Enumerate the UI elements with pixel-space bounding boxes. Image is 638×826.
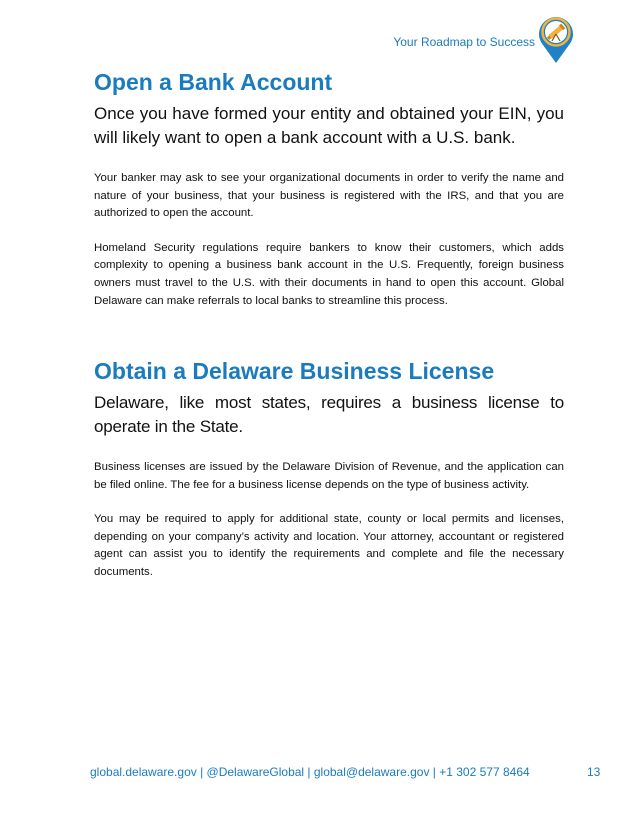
section-title: Obtain a Delaware Business License <box>94 358 495 384</box>
section-lead: Once you have formed your entity and obtained your EIN, you will likely want to open a bank account with a U.S. bank. <box>94 104 564 147</box>
section-title: Open a Bank Account <box>94 69 333 95</box>
body-paragraph: Your banker may ask to see your organizational documents in order to verify the name and nature of your business, that your business is registered with the IRS, and that you are authorized to open the account. <box>94 172 564 220</box>
body-paragraph: Business licenses are issued by the Delaware Division of Revenue, and the application can be filed online. The fee for a business license depends on the type of business activity. <box>94 461 564 491</box>
page-number: 13 <box>587 765 601 779</box>
section-open-bank-account <box>94 69 564 310</box>
header-tagline: Your Roadmap to Success <box>393 35 535 49</box>
body-paragraph: Homeland Security regulations require bankers to know their customers, which adds complexity to opening a business bank account in the U.S. Frequently, foreign business owners must travel to the U.S. with their documents in hand to open this account. Global Delaware can make referrals to local banks to streamline this process. <box>94 241 564 307</box>
body-paragraph: You may be required to apply for additional state, county or local permits and licenses, depending on your company’s activity and location. Your attorney, accountant or registered agent can assist you to identify the requirements and complete and file the necessary documents. <box>94 513 564 578</box>
footer-contact-line: global.delaware.gov | @DelawareGlobal | global@delaware.gov | +1 302 577 8464 <box>90 765 530 779</box>
section-lead: Delaware, like most states, requires a business license to operate in the State. <box>94 393 564 436</box>
section-business-license <box>94 358 564 582</box>
map-pin-telescope-icon <box>537 12 575 64</box>
